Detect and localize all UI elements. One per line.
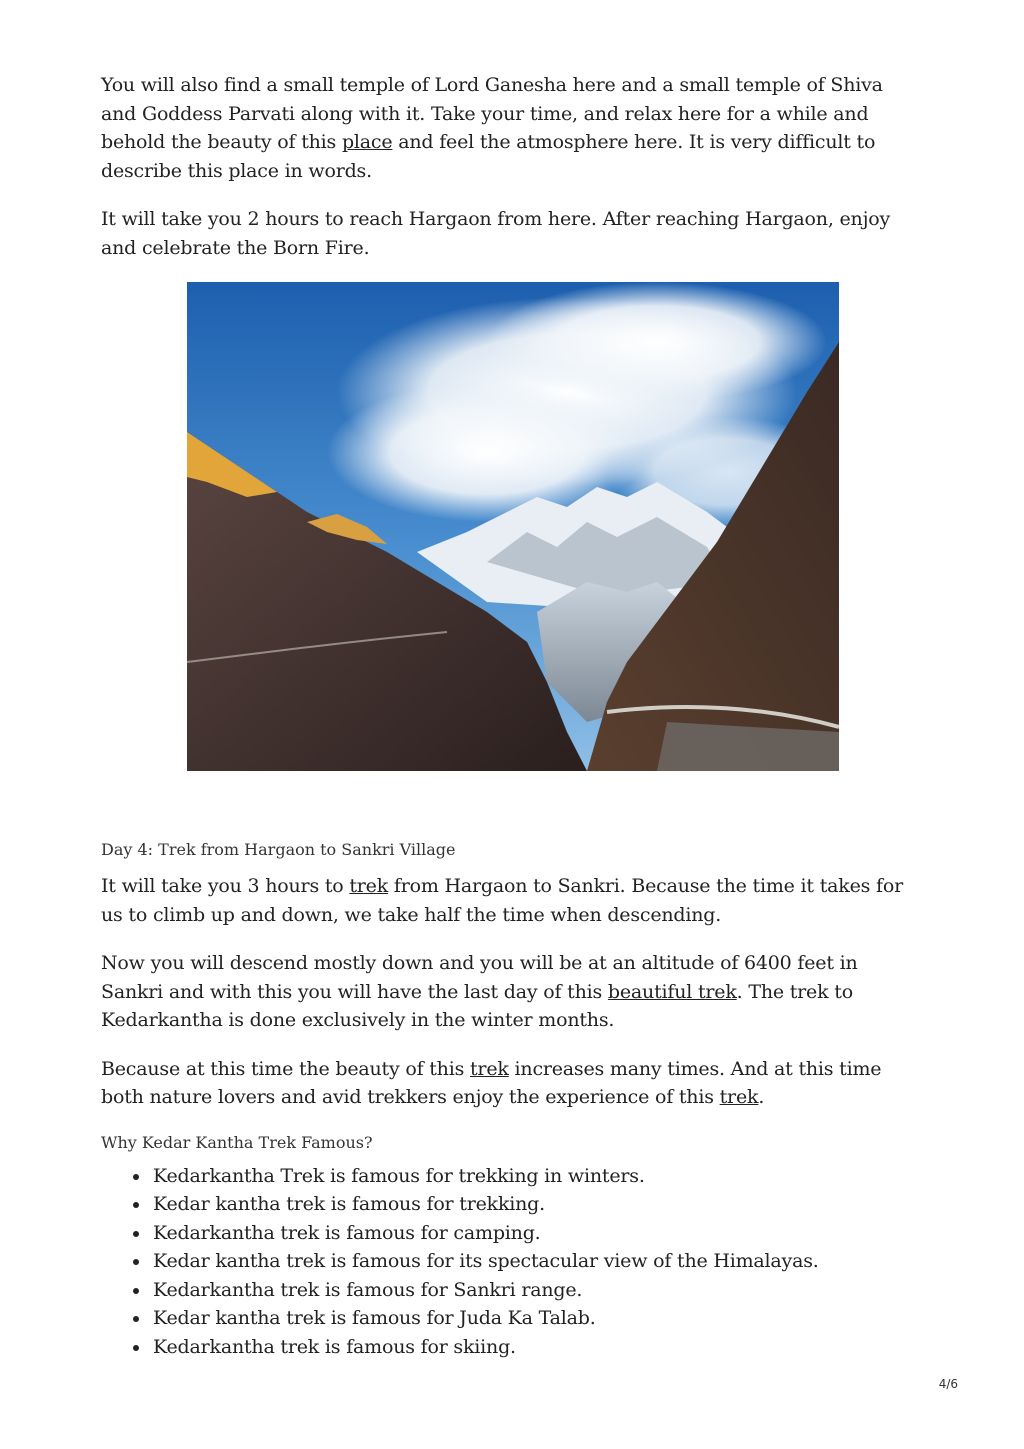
paragraph-text: Because at this time the beauty of this xyxy=(101,1057,470,1080)
mountain-valley-photo xyxy=(187,282,839,771)
figure xyxy=(101,282,923,771)
page-number: 4/6 xyxy=(938,1377,958,1391)
paragraph-trek-time xyxy=(101,872,923,929)
page-content xyxy=(101,71,923,1361)
section-heading-why-famous: Why Kedar Kantha Trek Famous? xyxy=(101,1132,373,1152)
trek-link[interactable]: trek xyxy=(719,1086,759,1108)
paragraph-text: You will also find a small temple of Lord Ganesha here and a small temple of Shiva and Goddess Parvati along with it. Take your time, and relax here for a while and behold the beauty of this xyxy=(101,74,883,153)
paragraph-text: . The trek to Kedarkantha is done exclusively in the winter months. xyxy=(101,980,853,1031)
paragraph-temples xyxy=(101,71,923,185)
paragraph-text: and feel the atmosphere here. It is very difficult to describe this place in words. xyxy=(101,131,876,182)
paragraph-hargaon: It will take you 2 hours to reach Hargaon from here. After reaching Hargaon, enjoy and celebrate the Born Fire. xyxy=(101,208,891,259)
list-item: Kedar kantha trek is famous for trekking. xyxy=(153,1190,923,1219)
list-item: Kedarkantha trek is famous for camping. xyxy=(153,1219,923,1248)
beautiful-trek-link[interactable]: beautiful trek xyxy=(607,980,737,1003)
place-link[interactable]: place xyxy=(341,131,393,153)
list-item: Kedarkantha trek is famous for skiing. xyxy=(153,1333,923,1362)
paragraph-text: . xyxy=(758,1086,765,1108)
paragraph-text: increases many times. And at this time both nature lovers and avid trekkers enjoy the experience of this xyxy=(101,1057,882,1108)
paragraph-text: It will take you 3 hours to xyxy=(101,875,350,897)
paragraph-text: Now you will descend mostly down and you will be at an altitude of 6400 feet in Sankri and with this you will have the last day of this xyxy=(101,952,858,1003)
famous-reasons-list xyxy=(101,1162,923,1362)
trek-link[interactable]: trek xyxy=(349,875,389,897)
list-item: Kedarkantha trek is famous for Sankri range. xyxy=(153,1276,923,1305)
trek-link[interactable]: trek xyxy=(470,1057,509,1080)
paragraph-text: from Hargaon to Sankri. Because the time it takes for us to climb up and down, we take half the time when descending. xyxy=(101,875,903,926)
list-item: Kedarkantha Trek is famous for trekking in winters. xyxy=(153,1162,923,1191)
list-item: Kedar kantha trek is famous for its spectacular view of the Himalayas. xyxy=(153,1247,923,1276)
paragraph-winter xyxy=(101,1055,923,1112)
list-item: Kedar kantha trek is famous for Juda Ka Talab. xyxy=(153,1304,923,1333)
paragraph-descend xyxy=(101,949,923,1035)
section-heading-day4: Day 4: Trek from Hargaon to Sankri Village xyxy=(101,840,456,859)
